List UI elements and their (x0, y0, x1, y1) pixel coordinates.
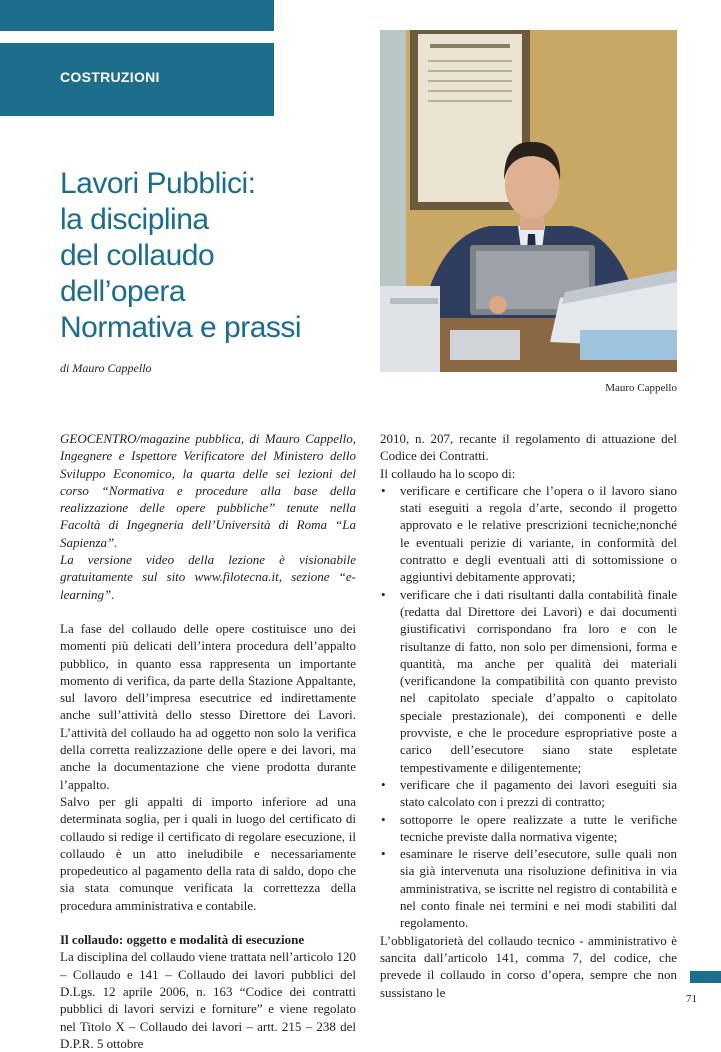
right-column (380, 430, 677, 1001)
author-photo (380, 30, 677, 372)
subheading: Il collaudo: oggetto e modalità di esecuzione (60, 932, 305, 948)
section-label: COSTRUZIONI (60, 69, 160, 85)
list-item: • verificare che il pagamento dei lavori eseguiti sia stato calcolato con i prezzi di contratto; (380, 776, 677, 811)
list-item: • esaminare le riserve dell’esecutore, sulle quali non sia già intervenuta una risoluzione definitiva in via amministrativa, se iscritte nel registro di contabilità e nel conto finale nei termini e nei modi stabiliti dal regolamento. (380, 845, 677, 931)
byline: di Mauro Cappello (60, 361, 152, 375)
top-color-band (0, 0, 274, 31)
intro-paragraph: La versione video della lezione è visionabile gratuitamente sul sito www.filotecna.it, sezione “e-learning”. (60, 552, 356, 602)
photo-caption: Mauro Cappello (605, 382, 677, 394)
list-item: • sottoporre le opere realizzate a tutte le verifiche tecniche previste dalla normativa vigente; (380, 811, 677, 846)
title-line: Normativa e prassi (60, 311, 302, 344)
title-line: la disciplina (60, 203, 209, 236)
intro-paragraph: GEOCENTRO/magazine pubblica, di Mauro Cappello, Ingegnere e Ispettore Verificatore del Ministero dello Sviluppo Economico, la quarta delle sei lezioni del corso “Normativa e procedure alla base della realizzazione delle opere pubbliche” tenute nella Facoltà di Ingegneria dell’Università di Roma “La Sapienza”. (60, 431, 356, 550)
title-line: del collaudo (60, 239, 215, 272)
left-column (60, 430, 356, 1052)
body-paragraph: La disciplina del collaudo viene trattata nell’articolo 120 – Collaudo e 141 – Collaudo dei lavori pubblici del D.Lgs. 12 aprile 2006, n. 163 “Codice dei contratti pubblici di lavori servizi e forniture” e viene regolato nel Titolo X – Collaudo dei lavori – artt. 215 – 238 del D.P.R. 5 ottobre (60, 949, 356, 1051)
list-item: • verificare che i dati risultanti dalla contabilità finale (redatta dal Direttore dei Lavori) e dai documenti giustificativi corrispondano fra loro e con le risultanze di fatto, non solo per dimensioni, forma e quantità, ma anche per qualità dei materiali (verificandone la compatibilità con quanto previsto nel capitolato speciale d’appalto o capitolato speciale prestazionale), dei componenti e delle provviste, e che le procedure espropriative poste a carico dell’esecutore siano state espletate tempestivamente e diligentemente; (380, 586, 677, 776)
list-item: • verificare e certificare che l’opera o il lavoro siano stati eseguiti a regola d’arte, secondo il progetto approvato e le relative prescrizioni tecniche;nonché le eventuali perizie di variante, in conformità del contratto e degli eventuali atti di sottomissione o aggiuntivi debitamente approvati; (380, 482, 677, 586)
purpose-list (380, 482, 677, 932)
body-paragraph: Il collaudo ha lo scopo di: (380, 465, 516, 481)
body-paragraph: Salvo per gli appalti di importo inferiore ad una determinata soglia, per i quali in luogo del certificato di collaudo si redige il certificato di regolare esecuzione, il collaudo è un atto ineludibile e necessariamente propedeutico al pagamento della rata di saldo, dopo che sia stata comunque verificata la correttezza della procedura amministrativa e contabile. (60, 793, 356, 913)
title-line: dell’opera (60, 275, 186, 308)
page-marker (690, 971, 721, 983)
body-paragraph: L’obbligatorietà del collaudo tecnico - amministrativo è sancita dall’articolo 141, comma 7, del codice, che prevede il collaudo in corso d’opera, sempre che non sussistano le (380, 932, 677, 1000)
body-paragraph: La fase del collaudo delle opere costituisce uno dei momenti più delicati dell’intera procedura dell’appalto pubblico, in quanto essa rappresenta un importante momento di verifica, da parte della Stazione Appaltante, sul lavoro dell’impresa esecutrice ed indirettamente anche sull’attività dello stesso Direttore dei Lavori. L’attività del collaudo ha ad oggetto non solo la verifica della corretta realizzazione delle opere e dei lavori, ma anche la documentazione che viene prodotta durante l’appalto. (60, 620, 356, 792)
page-number: 71 (686, 993, 697, 1005)
paragraph-gap (60, 603, 356, 620)
article-title (60, 166, 360, 346)
paragraph-gap (60, 914, 356, 931)
body-paragraph: 2010, n. 207, recante il regolamento di attuazione del Codice dei Contratti. (380, 431, 677, 464)
title-line: Lavori Pubblici: (60, 167, 256, 200)
